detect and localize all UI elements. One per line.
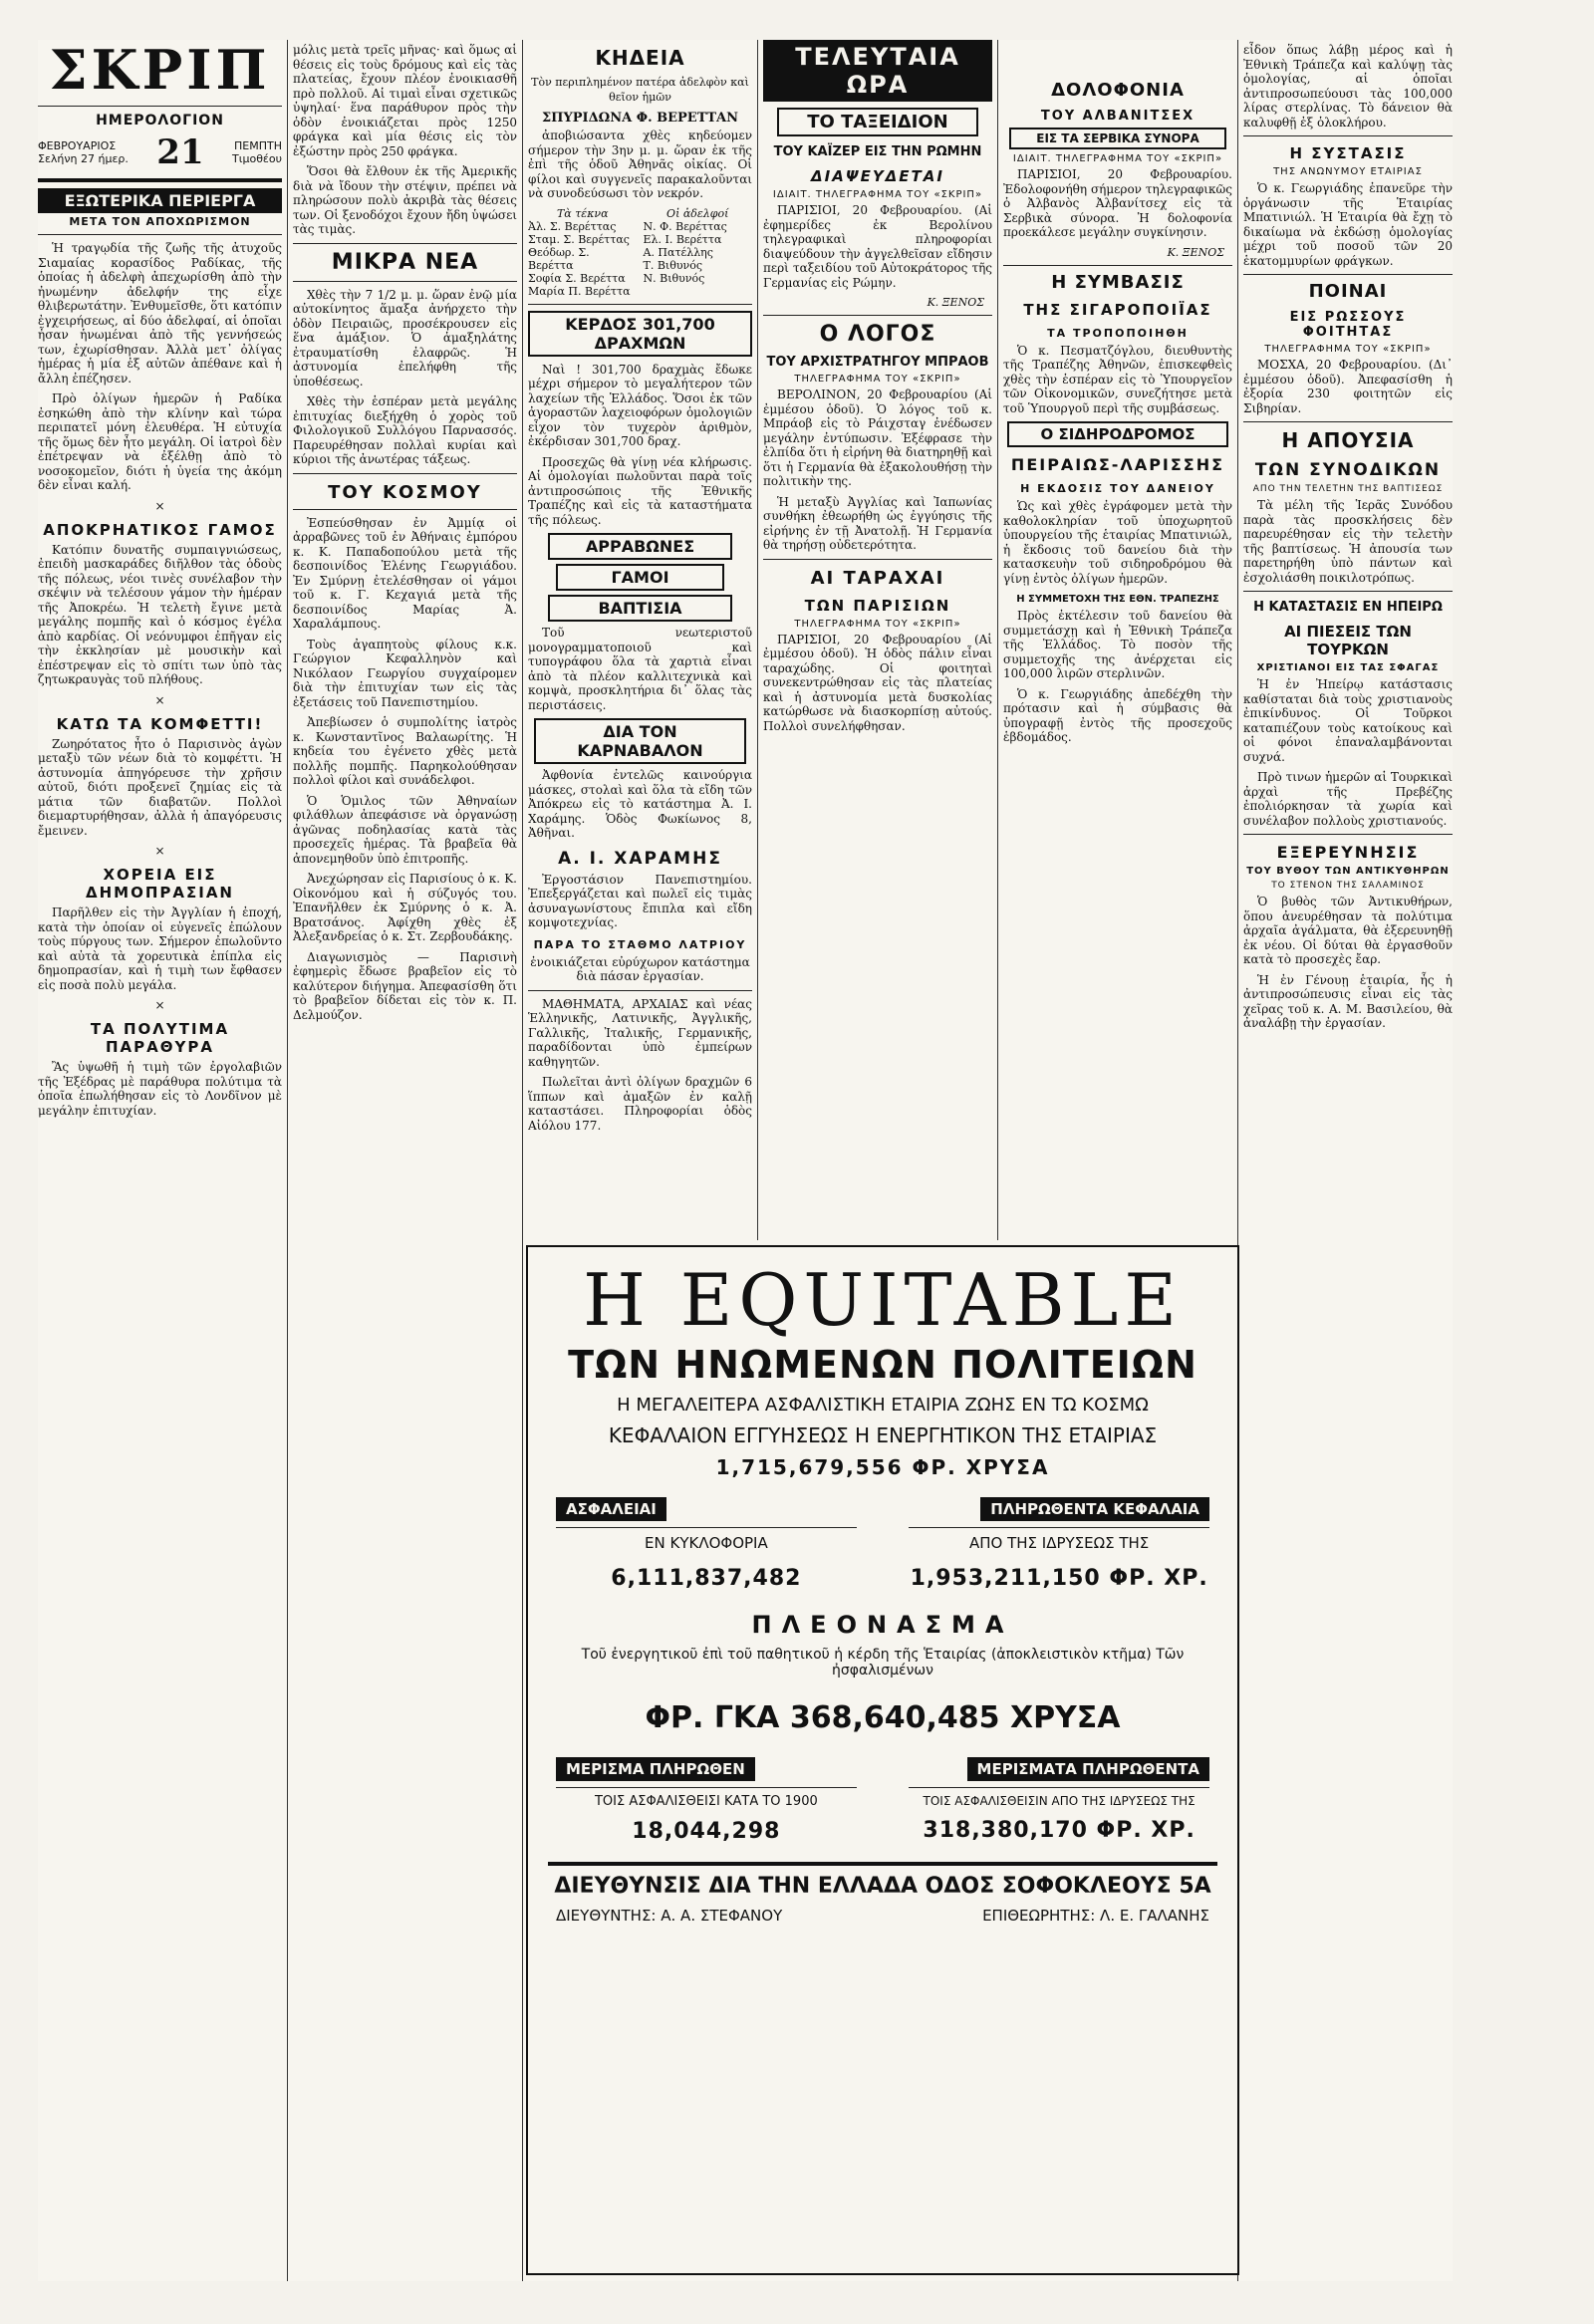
col6-paragraph: Ἡ ἐν Ἠπείρῳ κατάστασις καθίσταται διὰ τοὺς χριστιανοὺς ἐπικίνδυνος. Οἱ Τοῦρκοι καταπιέζουν τοὺς κατοίκους καὶ οἱ φόνοι ἐπαναλαμβάνονται συχνά. bbox=[1243, 677, 1453, 764]
ad-paid-amount: 1,953,211,150 ΦΡ. ΧΡ. bbox=[910, 1566, 1208, 1591]
col6-heading: Η ΣΥΣΤΑΣΙΣ bbox=[1289, 144, 1407, 162]
equitable-advertisement bbox=[526, 1245, 1239, 2275]
ad-capital-line: ΚΕΦΑΛΑΙΟΝ ΕΓΓΥΗΣΕΩΣ Η ΕΝΕΡΓΗΤΙΚΟΝ ΤΗΣ ΕΤΑΙΡΙΑΣ bbox=[608, 1423, 1158, 1447]
col4-paragraph: ΒΕΡΟΛΙΝΟΝ, 20 Φεβρουαρίου (Αἱ ἐμμέσου ὁδοῦ). Ὁ λόγος τοῦ κ. Μπράοβ εἰς τὸ Ράιχσταγ ἐνέδωσεν μεγάλην ἐντύπωσιν. Ἐξέφρασε τὴν ἐλπίδα ὅτι ἡ εἰρήνη θὰ διατηρηθῇ καὶ ὅτι ἡ Γερμανία θὰ ἐξακολουθήσῃ τὴν πολιτικὴν της. bbox=[763, 387, 992, 488]
column-1: ΣΚΡΙΠ ΗΜΕΡΟΛΟΓΙΟΝ ΦΕΒΡΟΥΑΡΙΟΣ Σελήνη 27 ήμερ. 21 ΠΕΜΠΤΗ Τιμοθέου ΕΞΩΤΕΡΙΚΑ ΠΕΡΙΕΡΓΑ ΜΕΤΑ ΤΟΝ ΑΠΟΧΩΡΙΣΜΟΝ Ἡ τραγῳδία τῆς ζωῆς τῆς ἀτυχοῦς Σιαμαίας κορασίδος Ραδίκας, τῆς ὁποίας ἡ ἀδελφὴ ἀπεχωρίσθη ἀπὸ τὴν ἠνωμένην ἀδελφήν της εἶχε θλιβερωτάτην. Ἐνθυμεῖσθε, ὅτι κατόπιν ἐγχειρήσεως, αἱ δύο ἀδελφαί, αἱ ὁποῖαι ἦσαν ἡνωμέναι ἀπὸ τῆς γεννήσεώς των, ἐχωρίσθησαν. Ἀλλὰ μετ᾿ ὀλίγας ἡμέρας ἡ μία ἐξ αὐτῶν ἀπέθανε καὶ ἡ ἄλλη ἐπέζησεν. Πρὸ ὀλίγων ἡμερῶν ἡ Ραδίκα ἐσηκώθη ἀπὸ τὴν κλίνην καὶ τώρα περιπατεῖ μόνη ἐλευθέρα. Ἡ εὐτυχία τῆς ὅμως δὲν ἦτο μεγάλη. Οἱ ἰατροὶ δὲν ἐπέτρεψαν νὰ ἐξέλθῃ ἀπὸ τὸ νοσοκομεῖον, διότι ἡ ὑγεία της ἀκόμη δὲν εἶναι καλή. × ΑΠΟΚΡΗΑΤΙΚΟΣ ΓΑΜΟΣ Κατόπιν δυνατῆς συμπαιγνιώσεως, ἐπειδὴ μασκαράδες διῆλθον τὰς ὁδοὺς τῆς πόλεως, νέοι τινὲς συνέλαβον τὴν σκέψιν νὰ τελέσουν γάμον τὴν ἡμέραν τῆς Ἀποκρέω. Ἡ τελετὴ ἔγινε μετὰ μεγάλης πομπῆς καὶ ὁ κόσμος ἐγέλα ἀπὸ καρδίας. Οἱ νεόνυμφοι ἐπῆγαν εἰς τὴν ἐκκλησίαν μὲ μουσικὴν καὶ ἐπέστρεψαν εἰς τὸ σπίτι των ὑπὸ τὰς ζητωκραυγὰς τοῦ πλήθους. × ΚΑΤΩ ΤΑ ΚΟΜΦΕΤΤΙ! Ζωηρότατος ἦτο ὁ Παρισινὸς ἀγὼν μεταξὺ τῶν νέων διὰ τὸ κομφέττι. Ἡ ἀστυνομία ἀπηγόρευσε τὴν χρῆσιν αὐτοῦ, διότι προξενεῖ ζημίας εἰς τὰ μάτια τῶν διαβατῶν. Πολλοὶ διεμαρτυρήθησαν, ἀλλὰ ἡ ἀπαγόρευσις ἔμεινεν. × ΧΟΡΕΙΑ ΕΙΣ ΔΗΜΟΠΡΑΣΙΑΝ Παρῆλθεν εἰς τὴν Ἀγγλίαν ἡ ἐποχή, κατὰ τὴν ὁποίαν οἱ εὐγενεῖς ἐπώλουν τοὺς πύργους των. Σήμερον ἐπωλοῦντο καὶ αὐτὰ τὰ χορευτικὰ ἐπίπλα εἰς δημοπρασίαν, καὶ ἡ τιμὴ των ἔφθασεν εἰς ποσὰ πολὺ μεγάλα. × ΤΑ ΠΟΛΥΤΙΜΑ ΠΑΡΑΘΥΡΑ Ἂς ὑψωθῆ ἡ τιμὴ τῶν ἐργολαβιῶν τῆς Ἐξέδρας μὲ παράθυρα πολύτιμα τὰ ὁποῖα ἐπωλήθησαν εἰς τὸ Λονδῖνον μὲ μεγάλην ἐπιτυχίαν. bbox=[38, 40, 282, 1118]
col5-signature: Κ. ΞΕΝΟΣ bbox=[1167, 245, 1224, 259]
col1-banner: ΕΞΩΤΕΡΙΚΑ ΠΕΡΙΕΡΓΑ bbox=[38, 188, 282, 213]
col5-heading: ΤΑ ΤΡΟΠΟΠΟΙΗΘΗ bbox=[1047, 326, 1189, 340]
col1-paragraph: Ἡ τραγῳδία τῆς ζωῆς τῆς ἀτυχοῦς Σιαμαίας κορασίδος Ραδίκας, τῆς ὁποίας ἡ ἀδελφὴ ἀπεχωρίσθη ἀπὸ τὴν ἠνωμένην ἀδελφήν της εἶχε θλιβερωτάτην. Ἐνθυμεῖσθε, ὅτι κατόπιν ἐγχειρήσεως, αἱ δύο ἀδελφαί, αἱ ὁποῖαι ἦσαν ἡνωμέναι ἀπὸ τῆς γεννήσεώς των, ἐχωρίσθησαν. Ἀλλὰ μετ᾿ ὀλίγας ἡμέρας ἡ μία ἐξ αὐτῶν ἀπέθανε καὶ ἡ ἄλλη ἐπέζησεν. bbox=[38, 241, 282, 386]
ad-insurance-label: ΑΣΦΑΛΕΙΑΙ bbox=[556, 1497, 666, 1521]
column-4 bbox=[763, 40, 992, 1240]
ad-row-staff bbox=[528, 1907, 1237, 1925]
funeral-kid: Σταμ. Σ. Βερέττας bbox=[528, 232, 630, 246]
col2-paragraph: Χθὲς τὴν ἑσπέραν μετὰ μεγάλης ἐπιτυχίας διεξήχθη ὁ χορὸς τοῦ Φιλολογικοῦ Συλλόγου Παρνασσός. Παρευρέθησαν πολλαὶ κυρίαι καὶ κύριοι τῆς ἀνωτέρας τάξεως. bbox=[293, 394, 517, 466]
col4-paragraph: ΠΑΡΙΣΙΟΙ, 20 Φεβρουαρίου. (Αἱ ἐφημερίδες ἐκ Βερολίνου τηλεγραφικαὶ πληροφορίαι διαψεύδουν τὴν ἀγγελθεῖσαν εἴδησιν περὶ ταξειδίου τοῦ Αὐτοκράτορος τῆς Γερμανίας εἰς Ρώμην. bbox=[763, 203, 992, 290]
col4-heading: ΔΙΑΨΕΥΔΕΤΑΙ bbox=[811, 167, 944, 185]
col5-paragraph: Ὁ κ. Πεσματζόγλου, διευθυντὴς τῆς Τραπέζης Ἀθηνῶν, ἐπισκεφθεὶς χθὲς τὴν ἑσπέραν εἰς τὸ Ὑπουργεῖον τῶν Οἰκονομικῶν, συνεζήτησε μετὰ τοῦ Ὑπουργοῦ περὶ τῆς συμβάσεως. bbox=[1003, 343, 1232, 415]
ad-paid-sub: ΑΠΟ ΤΗΣ ΙΔΡΥΣΕΩΣ ΤΗΣ bbox=[968, 1534, 1150, 1552]
col4-telegram: ΤΗΛΕΓΡΑΦΗΜΑ ΤΟΥ «ΣΚΡΙΠ» bbox=[794, 374, 961, 385]
col2-paragraph: μόλις μετὰ τρεῖς μῆνας· καὶ ὅμως αἱ θέσεις εἰς τοὺς δρόμους καὶ εἰς τὰς πλατείας, ἔχουν πλέον ἐνοικιασθῆ πρὸ πολλοῦ. Αἱ τιμαὶ εἶναι σχετικῶς ὑψηλαί· ἕνα παράθυρον πρὸς τὴν ὁδὸν ἐνοικιάζεται πρὸς 1250 φράγκα καὶ μία θέσις εἰς τὸν ἐξώστην πρὸς 250 φράγκα. bbox=[293, 43, 517, 158]
ad-insurance-sub: ΕΝ ΚΥΚΛΟΦΟΡΙΑ bbox=[645, 1534, 768, 1552]
last-hour-banner: ΤΕΛΕΥΤΑΙΑ ΩΡΑ bbox=[763, 40, 992, 102]
col5-paragraph: Ὁ κ. Γεωργιάδης ἀπεδέχθη τὴν πρότασιν καὶ ἡ σύμβασις θὰ ὑπογραφῇ ἐντὸς τῆς προσεχοῦς ἑβδομάδος. bbox=[1003, 686, 1232, 744]
masthead-date bbox=[38, 132, 282, 172]
col5-heading: ΕΙΣ ΤΑ ΣΕΡΒΙΚΑ ΣΥΝΟΡΑ bbox=[1009, 128, 1226, 149]
masthead-title: ΣΚΡΙΠ bbox=[49, 40, 271, 102]
col6-paragraph: ΜΟΣΧΑ, 20 Φεβρουαρίου. (Δι᾿ ἐμμέσου ὁδοῦ). Ἀπεφασίσθη ἡ ἐξορία 230 φοιτητῶν εἰς Σιβηρίαν. bbox=[1243, 358, 1453, 415]
column-6 bbox=[1243, 40, 1453, 2281]
funeral-intro: Τὸν περιπλημένον πατέρα ἀδελφὸν καὶ θεῖον ἡμῶν bbox=[531, 76, 749, 104]
ad-dividends-amount: 318,380,170 ΦΡ. ΧΡ. bbox=[923, 1818, 1196, 1843]
col4-heading: ΑΙ ΤΑΡΑΧΑΙ bbox=[810, 567, 945, 589]
col5-heading: Η ΕΚΔΟΣΙΣ ΤΟΥ ΔΑΝΕΙΟΥ bbox=[1020, 482, 1215, 495]
col5-heading: ΤΗΣ ΣΙΓΑΡΟΠΟΙΪΑΣ bbox=[1023, 300, 1212, 319]
ad-surplus-note: Τοῦ ἐνεργητικοῦ ἐπὶ τοῦ παθητικοῦ ἡ κέρδη τῆς Ἑταιρίας (ἀποκλειστικὸν κτῆμα) Τῶν ἠσφαλισμένων bbox=[581, 1647, 1185, 1678]
ad-address: ΔΙΕΥΘΥΝΣΙΣ ΔΙΑ ΤΗΝ ΕΛΛΑΔΑ ΟΔΟΣ ΣΟΦΟΚΛΕΟΥΣ 5Α bbox=[554, 1874, 1211, 1899]
col2-paragraph: Διαγωνισμὸς — Παρισινὴ ἐφημερὶς ἔδωσε βραβεῖον εἰς τὸ καλύτερον διήγημα. Ἀπεφασίσθη ὅτι τὸ βραβεῖον δίδεται εἰς τὸν κ. Π. Δελμούζον. bbox=[293, 949, 517, 1022]
col6-heading: Η ΚΑΤΑΣΤΑΣΙΣ ΕΝ ΗΠΕΙΡΩ bbox=[1253, 600, 1443, 615]
col4-telegram: ΙΔΙΑΙΤ. ΤΗΛΕΓΡΑΦΗΜΑ ΤΟΥ «ΣΚΡΙΠ» bbox=[772, 189, 983, 200]
col6-paragraph: Ὁ βυθὸς τῶν Ἀντικυθήρων, ὅπου ἀνευρέθησαν τὰ πολύτιμα ἀρχαῖα ἀγάλματα, θὰ ἐξερευνηθῇ ἐκ νέου. Οἱ δύται θὰ ἐργασθοῦν κατὰ τὸ προσεχὲς ἔαρ. bbox=[1243, 895, 1453, 966]
funeral-kid: Θεόδωρ. Σ. Βερέττα bbox=[528, 245, 590, 272]
col3-paragraph: Προσεχῶς θὰ γίνῃ νέα κλήρωσις. Αἱ ὁμολογίαι πωλοῦνται παρὰ τοῖς ἀντιπροσώποις τῆς Ἐθνικῆς Τραπέζης καὶ εἰς τὰ καταστήματα τῆς πόλεως. bbox=[528, 454, 752, 527]
col4-heading: ΤΟΥ ΑΡΧΙΣΤΡΑΤΗΓΟΥ ΜΠΡΑΟΒ bbox=[766, 355, 989, 370]
col6-paragraph: εἶδον ὅπως λάβῃ μέρος καὶ ἡ Ἐθνικὴ Τράπεζα καὶ καλύψῃ τὰς ὁμολογίας, αἱ ὁποῖαι ἀντιπροσωπεύουσι τὰς 100,000 λίρας στερλίνας. Τὸ δάνειον θὰ καλυφθῇ ἐξ ὁλοκλήρου. bbox=[1243, 43, 1453, 129]
column-2 bbox=[293, 40, 517, 2281]
funeral-heading: ΚΗΔΕΙΑ bbox=[595, 46, 685, 70]
ad-dividend-label: ΜΕΡΙΣΜΑ ΠΛΗΡΩΘΕΝ bbox=[556, 1757, 755, 1781]
col1-heading: ΚΑΤΩ ΤΑ ΚΟΜΦΕΤΤΙ! bbox=[56, 714, 264, 733]
col5-heading: Η ΣΥΜΜΕΤΟΧΗ ΤΗΣ ΕΘΝ. ΤΡΑΠΕΖΗΣ bbox=[1016, 594, 1219, 605]
col6-heading: ΤΟΥ ΒΥΘΟΥ ΤΩΝ ΑΝΤΙΚΥΘΗΡΩΝ bbox=[1246, 866, 1450, 877]
funeral-kid: Μαρία Π. Βερέττα bbox=[528, 284, 631, 298]
col4-heading: ΤΟ ΤΑΞΕΙΔΙΟΝ bbox=[777, 108, 978, 136]
col3-paragraph: Ἐργοστάσιον Πανεπιστημίου. Ἐπεξεργάζεται καὶ πωλεῖ εἰς τιμὰς ἀσυναγωνίστους ἔπιπλα καὶ εἴδη κομψοτεχνίας. bbox=[528, 872, 752, 929]
col5-paragraph: Πρὸς ἐκτέλεσιν τοῦ δανείου θὰ συμμετάσχῃ καὶ ἡ Ἐθνικὴ Τράπεζα τῆς Ἑλλάδος. Τὸ ποσὸν τῆς συμμετοχῆς της ἀνέρχεται εἰς 100,000 λιρῶν στερλινῶν. bbox=[1003, 609, 1232, 680]
col3-paragraph: ΜΑΘΗΜΑΤΑ, ΑΡΧΑΙΑΣ καὶ νέας Ἑλληνικῆς, Λατινικῆς, Ἀγγλικῆς, Γαλλικῆς, Ἰταλικῆς, Γερμανικῆς, παραδίδονται ὑπὸ ἐμπείρων καθηγητῶν. bbox=[528, 996, 752, 1069]
col5-paragraph: ΠΑΡΙΣΙΟΙ, 20 Φεβρουαρίου. Ἐδολοφονήθη σήμερον τηλεγραφικῶς ὁ Ἀλβανὸς Ἀλβανίτσεχ εἰς τὰ Σερβικὰ σύνορα. Ἡ δολοφονία προεκάλεσε μεγάλην συγκίνησιν. bbox=[1003, 167, 1232, 239]
ad-insurance-amount: 6,111,837,482 bbox=[611, 1566, 802, 1591]
masthead-subtitle: ΗΜΕΡΟΛΟΓΙΟΝ bbox=[96, 113, 224, 129]
ad-capital-amount: 1,715,679,556 ΦΡ. ΧΡΥΣΑ bbox=[715, 1455, 1050, 1479]
ad-dividend-sub: ΤΟΙΣ ΑΣΦΑΛΙΣΘΕΙΣΙ ΚΑΤΑ ΤΟ 1900 bbox=[594, 1794, 818, 1809]
col3-paragraph: Ἀφθονία ἐντελῶς καινούργια μάσκες, στολαὶ καὶ ὅλα τὰ εἴδη τῶν Ἀπόκρεω εἰς τὸ κατάστημα Ἀ. Ι. Χαράμης. Ὁδὸς Φωκίωνος 8, Ἀθῆναι. bbox=[528, 768, 752, 840]
col6-heading: ΕΙΣ ΡΩΣΣΟΥΣ ΦΟΙΤΗΤΑΣ bbox=[1289, 310, 1407, 340]
ad-subtitle: ΤΩΝ ΗΝΩΜΕΝΩΝ ΠΟΛΙΤΕΙΩΝ bbox=[568, 1343, 1197, 1387]
ad-title: Η EQUITABLE bbox=[583, 1258, 1183, 1342]
lottery-heading: ΚΕΡΔΟΣ 301,700 ΔΡΑΧΜΩΝ bbox=[528, 311, 752, 357]
col1-heading: ΤΑ ΠΟΛΥΤΙΜΑ ΠΑΡΑΘΥΡΑ bbox=[90, 1020, 230, 1056]
funeral-sibling: Ν. Βιθυνός bbox=[643, 271, 705, 285]
col3-paragraph: Πωλεῖται ἀντὶ ὀλίγων δραχμῶν 6 ἵππων καὶ ἀμαξῶν ἐν καλῇ καταστάσει. Πληροφορίαι ὁδὸς Αἰόλου 177. bbox=[528, 1075, 752, 1133]
funeral-sibling: Τ. Βιθυνός bbox=[643, 258, 703, 272]
col5-heading: Ο ΣΙΔΗΡΟΔΡΟΜΟΣ bbox=[1007, 421, 1228, 447]
col2-heading: ΜΙΚΡΑ ΝΕΑ bbox=[331, 249, 479, 275]
col1-paragraph: Πρὸ ὀλίγων ἡμερῶν ἡ Ραδίκα ἐσηκώθη ἀπὸ τὴν κλίνην καὶ τώρα περιπατεῖ μόνη ἐλευθέρα. Ἡ εὐτυχία τῆς ὅμως δὲν ἦτο μεγάλη. Οἱ ἰατροὶ δὲν ἐπέτρεψαν νὰ ἐξέλθῃ ἀπὸ τὸ νοσοκομεῖον, διότι ἡ ὑγεία της ἀκόμη δὲν εἶναι καλή. bbox=[38, 391, 282, 492]
col1-paragraph: Ζωηρότατος ἦτο ὁ Παρισινὸς ἀγὼν μεταξὺ τῶν νέων διὰ τὸ κομφέττι. Ἡ ἀστυνομία ἀπηγόρευσε τὴν χρῆσιν αὐτοῦ, διότι προξενεῖ ζημίας εἰς τὰ μάτια τῶν διαβατῶν. Πολλοὶ διεμαρτυρήθησαν, ἀλλὰ ἡ ἀπαγόρευσις ἔμεινεν. bbox=[38, 736, 282, 838]
funeral-kids-heading: Τὰ τέκνα bbox=[556, 206, 609, 220]
col1-heading: ΧΟΡΕΙΑ ΕΙΣ ΔΗΜΟΠΡΑΣΙΑΝ bbox=[86, 866, 234, 902]
engagements-heading: ΑΡΡΑΒΩΝΕΣ bbox=[548, 533, 732, 560]
col4-paragraph: Ἡ μεταξὺ Ἀγγλίας καὶ Ἰαπωνίας συνθήκη ἐθεωρήθη ὡς ἐγγύησις τῆς εἰρήνης ἐν τῇ Ἀνατολῇ. Ἡ Γερμανία θὰ τηρήσῃ οὐδετερότητα. bbox=[763, 494, 992, 552]
lavrio-heading: ΠΑΡΑ ΤΟ ΣΤΑΘΜΟ ΛΑΤΡΙΟΥ bbox=[533, 937, 747, 951]
col4-paragraph: ΠΑΡΙΣΙΟΙ, 20 Φεβρουαρίου (Αἱ ἐμμέσου ὁδοῦ). Ἡ ὁδὸς πάλιν εἶναι ταραχώδης. Οἱ φοιτηταὶ συνεκεντρώθησαν εἰς τὰς πλατείας καὶ ἡ ἀστυνομία μετὰ δυσκολίας κατώρθωσε νὰ διασκορπίσῃ αὐτούς. Πολλοὶ συνελήφθησαν. bbox=[763, 632, 992, 733]
col2-paragraph: Χθὲς τὴν 7 1/2 μ. μ. ὥραν ἐνῷ μία αὐτοκίνητος ἅμαξα ἀνήρχετο τὴν ὁδὸν Πειραιῶς, προσέκρουσεν εἰς ἕνα ἁμάξιον. Ὁ ἁμαξηλάτης ἐτραυματίσθη ἐλαφρῶς. Ἡ ἀστυνομία ἐπελήφθη τῆς ὑποθέσεως. bbox=[293, 287, 517, 388]
col6-heading: Η ΑΠΟΥΣΙΑ bbox=[1281, 428, 1415, 452]
col4-signature: Κ. ΞΕΝΟΣ bbox=[927, 296, 984, 309]
col2-paragraph: Ἀνεχώρησαν εἰς Παρισίους ὁ κ. Κ. Οἰκονόμου καὶ ἡ σύζυγός του. Ἐπανῆλθεν ἐκ Σμύρνης ὁ κ. Ἀ. Βρατσάνος. Ἀφίχθη χθὲς ἐξ Ἀλεξανδρείας ὁ κ. Στ. Ζερβουδάκης. bbox=[293, 872, 517, 943]
masthead-month: ΦΕΒΡΟΥΑΡΙΟΣ bbox=[38, 139, 117, 152]
col5-heading: Η ΣΥΜΒΑΣΙΣ bbox=[1051, 271, 1185, 293]
masthead-weekday: ΠΕΜΠΤΗ bbox=[234, 139, 282, 152]
ad-dividends-label: ΜΕΡΙΣΜΑΤΑ ΠΛΗΡΩΘΕΝΤΑ bbox=[967, 1757, 1209, 1781]
col5-paragraph: Ὡς καὶ χθὲς ἐγράφομεν μετὰ τὴν καθολοκληρίαν τοῦ ὑποχωρητοῦ ὑπουργείου τῆς ἑταιρίας Μπατινιώλ, ἡ ἔκδοσις τοῦ δανείου διὰ τὴν κατασκευὴν τοῦ σιδηροδρόμου θὰ γίνῃ ἐντὸς ὀλίγων ἡμερῶν. bbox=[1003, 499, 1232, 586]
column-5 bbox=[1003, 40, 1232, 1240]
carnival-heading: ΔΙΑ ΤΟΝ ΚΑΡΝΑΒΑΛΟΝ bbox=[534, 718, 746, 764]
col2-paragraph: Ἐσπεύσθησαν ἐν Ἀμμίᾳ οἱ ἀρραβῶνες τοῦ ἐν Ἀθήναις ἐμπόρου κ. Κ. Παπαδοπούλου μετὰ τῆς δεσποινίδος Ἑλένης Γεωργιάδου. Ἐν Σμύρνῃ ἐτελέσθησαν οἱ γάμοι τοῦ κ. Γ. Κεχαγιά μετὰ τῆς δεσποινίδος Μαρίας Ἀ. Χαραλάμπους. bbox=[293, 515, 517, 631]
funeral-sibling: Ν. Φ. Βερέττας bbox=[643, 219, 727, 233]
col5-telegram: ΙΔΙΑΙΤ. ΤΗΛΕΓΡΑΦΗΜΑ ΤΟΥ «ΣΚΡΙΠ» bbox=[1012, 153, 1223, 164]
column-3 bbox=[528, 40, 752, 1240]
charamis-heading: Α. Ι. ΧΑΡΑΜΗΣ bbox=[558, 848, 722, 869]
ad-surplus: ΠΛΕΟΝΑΣΜΑ bbox=[751, 1611, 1014, 1639]
col6-heading: ΤΟ ΣΤΕΝΟΝ ΤΗΣ ΣΑΛΑΜΙΝΟΣ bbox=[1271, 881, 1425, 891]
col2-paragraph: Ὅσοι θὰ ἔλθουν ἐκ τῆς Ἀμερικῆς διὰ νὰ ἴδουν τὴν στέψιν, πρέπει νὰ πληρώσουν πολὺ ἀκριβὰ τὰς θέσεις των. Οἱ ξενοδόχοι ἔχουν ἤδη ὑψώσει τὰς τιμὰς. bbox=[293, 164, 517, 236]
col3-paragraph: ἐνοικιάζεται εὐρύχωρον κατάστημα διὰ πάσαν ἐργασίαν. bbox=[530, 954, 750, 983]
col1-paragraph: Ἂς ὑψωθῆ ἡ τιμὴ τῶν ἐργολαβιῶν τῆς Ἐξέδρας μὲ παράθυρα πολύτιμα τὰ ὁποῖα ἐπωλήθησαν εἰς τὸ Λονδῖνον μὲ μεγάλην ἐπιτυχίαν. bbox=[38, 1060, 282, 1118]
col6-paragraph: Ὁ κ. Γεωργιάδης ἐπανεῦρε τὴν ὀργάνωσιν τῆς Ἑταιρίας Μπατινιώλ. Ἡ Ἑταιρία θὰ ἔχῃ τὸ δικαίωμα νὰ ἐκδώσῃ ὁμολογίας μέχρι τοῦ ποσοῦ τῶν 20 ἑκατομμυρίων φράγκων. bbox=[1243, 181, 1453, 268]
col3-paragraph: Ναὶ ! 301,700 δραχμὰς ἔδωκε μέχρι σήμερον τὸ μεγαλήτερον τῶν λαχείων τῆς Ἑλλάδος. Ὅσοι ἐκ τῶν ἀγοραστῶν λαχειοφόρων ὁμολογιῶν εἶχον τὸν τυχερὸν ἀριθμὸν, ἐκέρδισαν 301,700 δραχ. bbox=[528, 362, 752, 448]
col5-heading: ΤΟΥ ΑΛΒΑΝΙΤΣΕΧ bbox=[1040, 109, 1196, 124]
col3-paragraph: Τοῦ νεωτεριστοῦ μονογραμματοποιοῦ καὶ τυπογράφου ὅλα τὰ χαρτιὰ εἶναι ἀπὸ τὰ πλέον καλλιτεχνικὰ καὶ κομψὰ, προσκλητήρια δι᾿ ὅλας τὰς περιστάσεις. bbox=[528, 626, 752, 712]
col2-paragraph: Ἀπεβίωσεν ὁ συμπολίτης ἰατρὸς κ. Κωνσταντῖνος Βαλαωρίτης. Ἡ κηδεία του ἐγένετο χθὲς μετὰ πολλῆς πομπῆς. Παρηκολούθησαν πολλοὶ φίλοι καὶ συνάδελφοι. bbox=[293, 715, 517, 787]
col1-paragraph: Παρῆλθεν εἰς τὴν Ἀγγλίαν ἡ ἐποχή, κατὰ τὴν ὁποίαν οἱ εὐγενεῖς ἐπώλουν τοὺς πύργους των. Σήμερον ἐπωλοῦντο καὶ αὐτὰ τὰ χορευτικὰ ἐπίπλα εἰς δημοπρασίαν, καὶ ἡ τιμὴ των ἔφθασεν εἰς ποσὰ πολὺ μεγάλα. bbox=[38, 905, 282, 992]
col4-heading: ΤΩΝ ΠΑΡΙΣΙΩΝ bbox=[804, 596, 951, 615]
col1-heading: ΑΠΟΚΡΗΑΤΙΚΟΣ ΓΑΜΟΣ bbox=[43, 520, 277, 539]
col2-paragraph: Τοὺς ἀγαπητοὺς φίλους κ.κ. Γεώργιον Κεφαλληνὸν καὶ Νικόλαον Γεωργίου συγχαίρομεν διὰ τὴν ἐπιτυχίαν των εἰς τὰς ἐξετάσεις τοῦ Πανεπιστημίου. bbox=[293, 637, 517, 709]
ad-dividends-sub: ΤΟΙΣ ΑΣΦΑΛΙΣΘΕΙΣΙΝ ΑΠΟ ΤΗΣ ΙΔΡΥΣΕΩΣ ΤΗΣ bbox=[923, 1794, 1196, 1808]
col6-paragraph: Πρὸ τινων ἡμερῶν αἱ Τουρκικαὶ ἀρχαὶ τῆς Πρεβέζης ἐπολιόρκησαν τὰ χωρία καὶ συνέλαβον πολλοὺς χριστιανούς. bbox=[1243, 770, 1453, 828]
col6-paragraph: Ἡ ἐν Γένουῃ ἑταιρία, ἧς ἡ ἀντιπροσώπευσις εἶναι εἰς τὰς χεῖρας τοῦ κ. Α. Μ. Βασιλείου, θὰ ἀναλάβῃ τὴν ἐργασίαν. bbox=[1243, 972, 1453, 1030]
col4-heading: Ο ΛΟΓΟΣ bbox=[819, 322, 936, 347]
col6-heading: ΕΞΕΡΕΥΝΗΣΙΣ bbox=[1276, 843, 1420, 862]
newspaper-page bbox=[38, 40, 1453, 2281]
col6-heading: ΤΩΝ ΣΥΝΟΔΙΚΩΝ bbox=[1254, 460, 1442, 480]
ad-row-insurance bbox=[528, 1497, 1237, 1591]
col4-telegram: ΤΗΛΕΓΡΑΦΗΜΑ ΤΟΥ «ΣΚΡΙΠ» bbox=[794, 618, 961, 630]
col6-heading: ΠΟΙΝΑΙ bbox=[1308, 281, 1388, 302]
masthead-moon: Σελήνη 27 ήμερ. bbox=[38, 152, 129, 165]
weddings-heading: ΓΑΜΟΙ bbox=[556, 564, 724, 591]
funeral-siblings-heading: Οἱ ἀδελφοί bbox=[666, 206, 729, 220]
funeral-kid: Σοφία Σ. Βερέττα bbox=[528, 271, 626, 285]
funeral-kid: Ἀλ. Σ. Βερέττας bbox=[528, 219, 617, 233]
col6-paragraph: Τὰ μέλη τῆς Ἱερᾶς Συνόδου παρὰ τὰς προσκλήσεις δὲν παρευρέθησαν εἰς τὴν τελετὴν τῆς βαπτίσεως. Ἡ ἀπουσία των παρετηρήθη ὑπὸ πάντων καὶ ἐσχολιάσθη ποικιλοτρόπως. bbox=[1243, 498, 1453, 585]
masthead-saint: Τιμοθέου bbox=[232, 152, 282, 165]
col6-heading: ΑΙ ΠΙΕΣΕΙΣ ΤΩΝ ΤΟΥΡΚΩΝ bbox=[1284, 623, 1412, 658]
funeral-family bbox=[528, 207, 752, 298]
ad-surplus-amount: ΦΡ. ΓΚΑ 368,640,485 ΧΡΥΣΑ bbox=[645, 1700, 1121, 1735]
col6-heading: ΧΡΙΣΤΙΑΝΟΙ ΕΙΣ ΤΑΣ ΣΦΑΓΑΣ bbox=[1256, 662, 1440, 673]
ad-paid-label: ΠΛΗΡΩΘΕΝΤΑ ΚΕΦΑΛΑΙΑ bbox=[980, 1497, 1209, 1521]
col5-heading: ΠΕΙΡΑΙΩΣ-ΛΑΡΙΣΣΗΣ bbox=[1010, 455, 1225, 474]
ad-tagline: Η ΜΕΓΑΛΕΙΤΕΡΑ ΑΣΦΑΛΙΣΤΙΚΗ ΕΤΑΙΡΙΑ ΖΩΗΣ ΕΝ ΤΩ ΚΟΣΜΩ bbox=[617, 1395, 1149, 1416]
col2-paragraph: Ὁ Ὁμιλος τῶν Ἀθηναίων φιλάθλων ἀπεφάσισε νὰ ὀργανώσῃ ἀγῶνας ποδηλασίας κατὰ τὰς προσεχεῖς ἡμέρας. Τὰ βραβεῖα θὰ ἀπονεμηθοῦν ὑπὸ ἐπιτροπῆς. bbox=[293, 793, 517, 866]
baptisms-heading: ΒΑΠΤΙΣΙΑ bbox=[548, 595, 732, 622]
col6-heading: ΤΗΣ ΑΝΩΝΥΜΟΥ ΕΤΑΙΡΙΑΣ bbox=[1273, 166, 1423, 177]
ad-dividend-amount: 18,044,298 bbox=[632, 1819, 781, 1844]
col5-heading: ΔΟΛΟΦΟΝΙΑ bbox=[1051, 80, 1185, 101]
col1-paragraph: Κατόπιν δυνατῆς συμπαιγνιώσεως, ἐπειδὴ μασκαράδες διῆλθον τὰς ὁδοὺς τῆς πόλεως, νέοι τινὲς συνέλαβον τὴν σκέψιν νὰ τελέσουν γάμον τὴν ἡμέραν τῆς Ἀποκρέω. Ἡ τελετὴ ἔγινε μετὰ μεγάλης πομπῆς καὶ ὁ κόσμος ἐγέλα ἀπὸ καρδίας. Οἱ νεόνυμφοι ἐπῆγαν εἰς τὴν ἐκκλησίαν μὲ μουσικὴν καὶ ἐπέστρεψαν εἰς τὸ σπίτι των ὑπὸ τὰς ζητωκραυγὰς τοῦ πλήθους. bbox=[38, 542, 282, 686]
funeral-text: ἀποβιώσαντα χθὲς κηδεύομεν σήμερον τὴν 3ην μ. μ. ὥραν ἐκ τῆς ἐπὶ τῆς ὁδοῦ Ἀθηνᾶς οἰκίας. Οἱ φίλοι καὶ συγγενεῖς παρακαλοῦνται νὰ συνοδεύσωσι τὸν νεκρόν. bbox=[528, 129, 752, 200]
col2-heading: ΤΟΥ ΚΟΣΜΟΥ bbox=[328, 481, 482, 503]
ad-director: ΔΙΕΥΘΥΝΤΗΣ: Α. Α. ΣΤΕΦΑΝΟΥ bbox=[556, 1907, 783, 1925]
ad-inspector: ΕΠΙΘΕΩΡΗΤΗΣ: Λ. Ε. ΓΑΛΑΝΗΣ bbox=[982, 1907, 1209, 1925]
masthead-day-number: 21 bbox=[156, 132, 204, 172]
col4-heading: ΤΟΥ ΚΑΪΖΕΡ ΕΙΣ ΤΗΝ ΡΩΜΗΝ bbox=[773, 144, 982, 159]
col6-heading: ΑΠΟ ΤΗΝ ΤΕΛΕΤΗΝ ΤΗΣ ΒΑΠΤΙΣΕΩΣ bbox=[1252, 484, 1444, 494]
col6-telegram: ΤΗΛΕΓΡΑΦΗΜΑ ΤΟΥ «ΣΚΡΙΠ» bbox=[1264, 344, 1432, 355]
funeral-sibling: Ελ. Ι. Βερέττα bbox=[643, 232, 722, 246]
funeral-name: ΣΠΥΡΙΔΩΝΑ Φ. ΒΕΡΕΤΤΑΝ bbox=[541, 111, 739, 126]
ad-row-dividends bbox=[528, 1757, 1237, 1844]
col1-subheading: ΜΕΤΑ ΤΟΝ ΑΠΟΧΩΡΙΣΜΟΝ bbox=[69, 215, 251, 228]
funeral-sibling: Α. Πατέλλης bbox=[643, 245, 713, 259]
